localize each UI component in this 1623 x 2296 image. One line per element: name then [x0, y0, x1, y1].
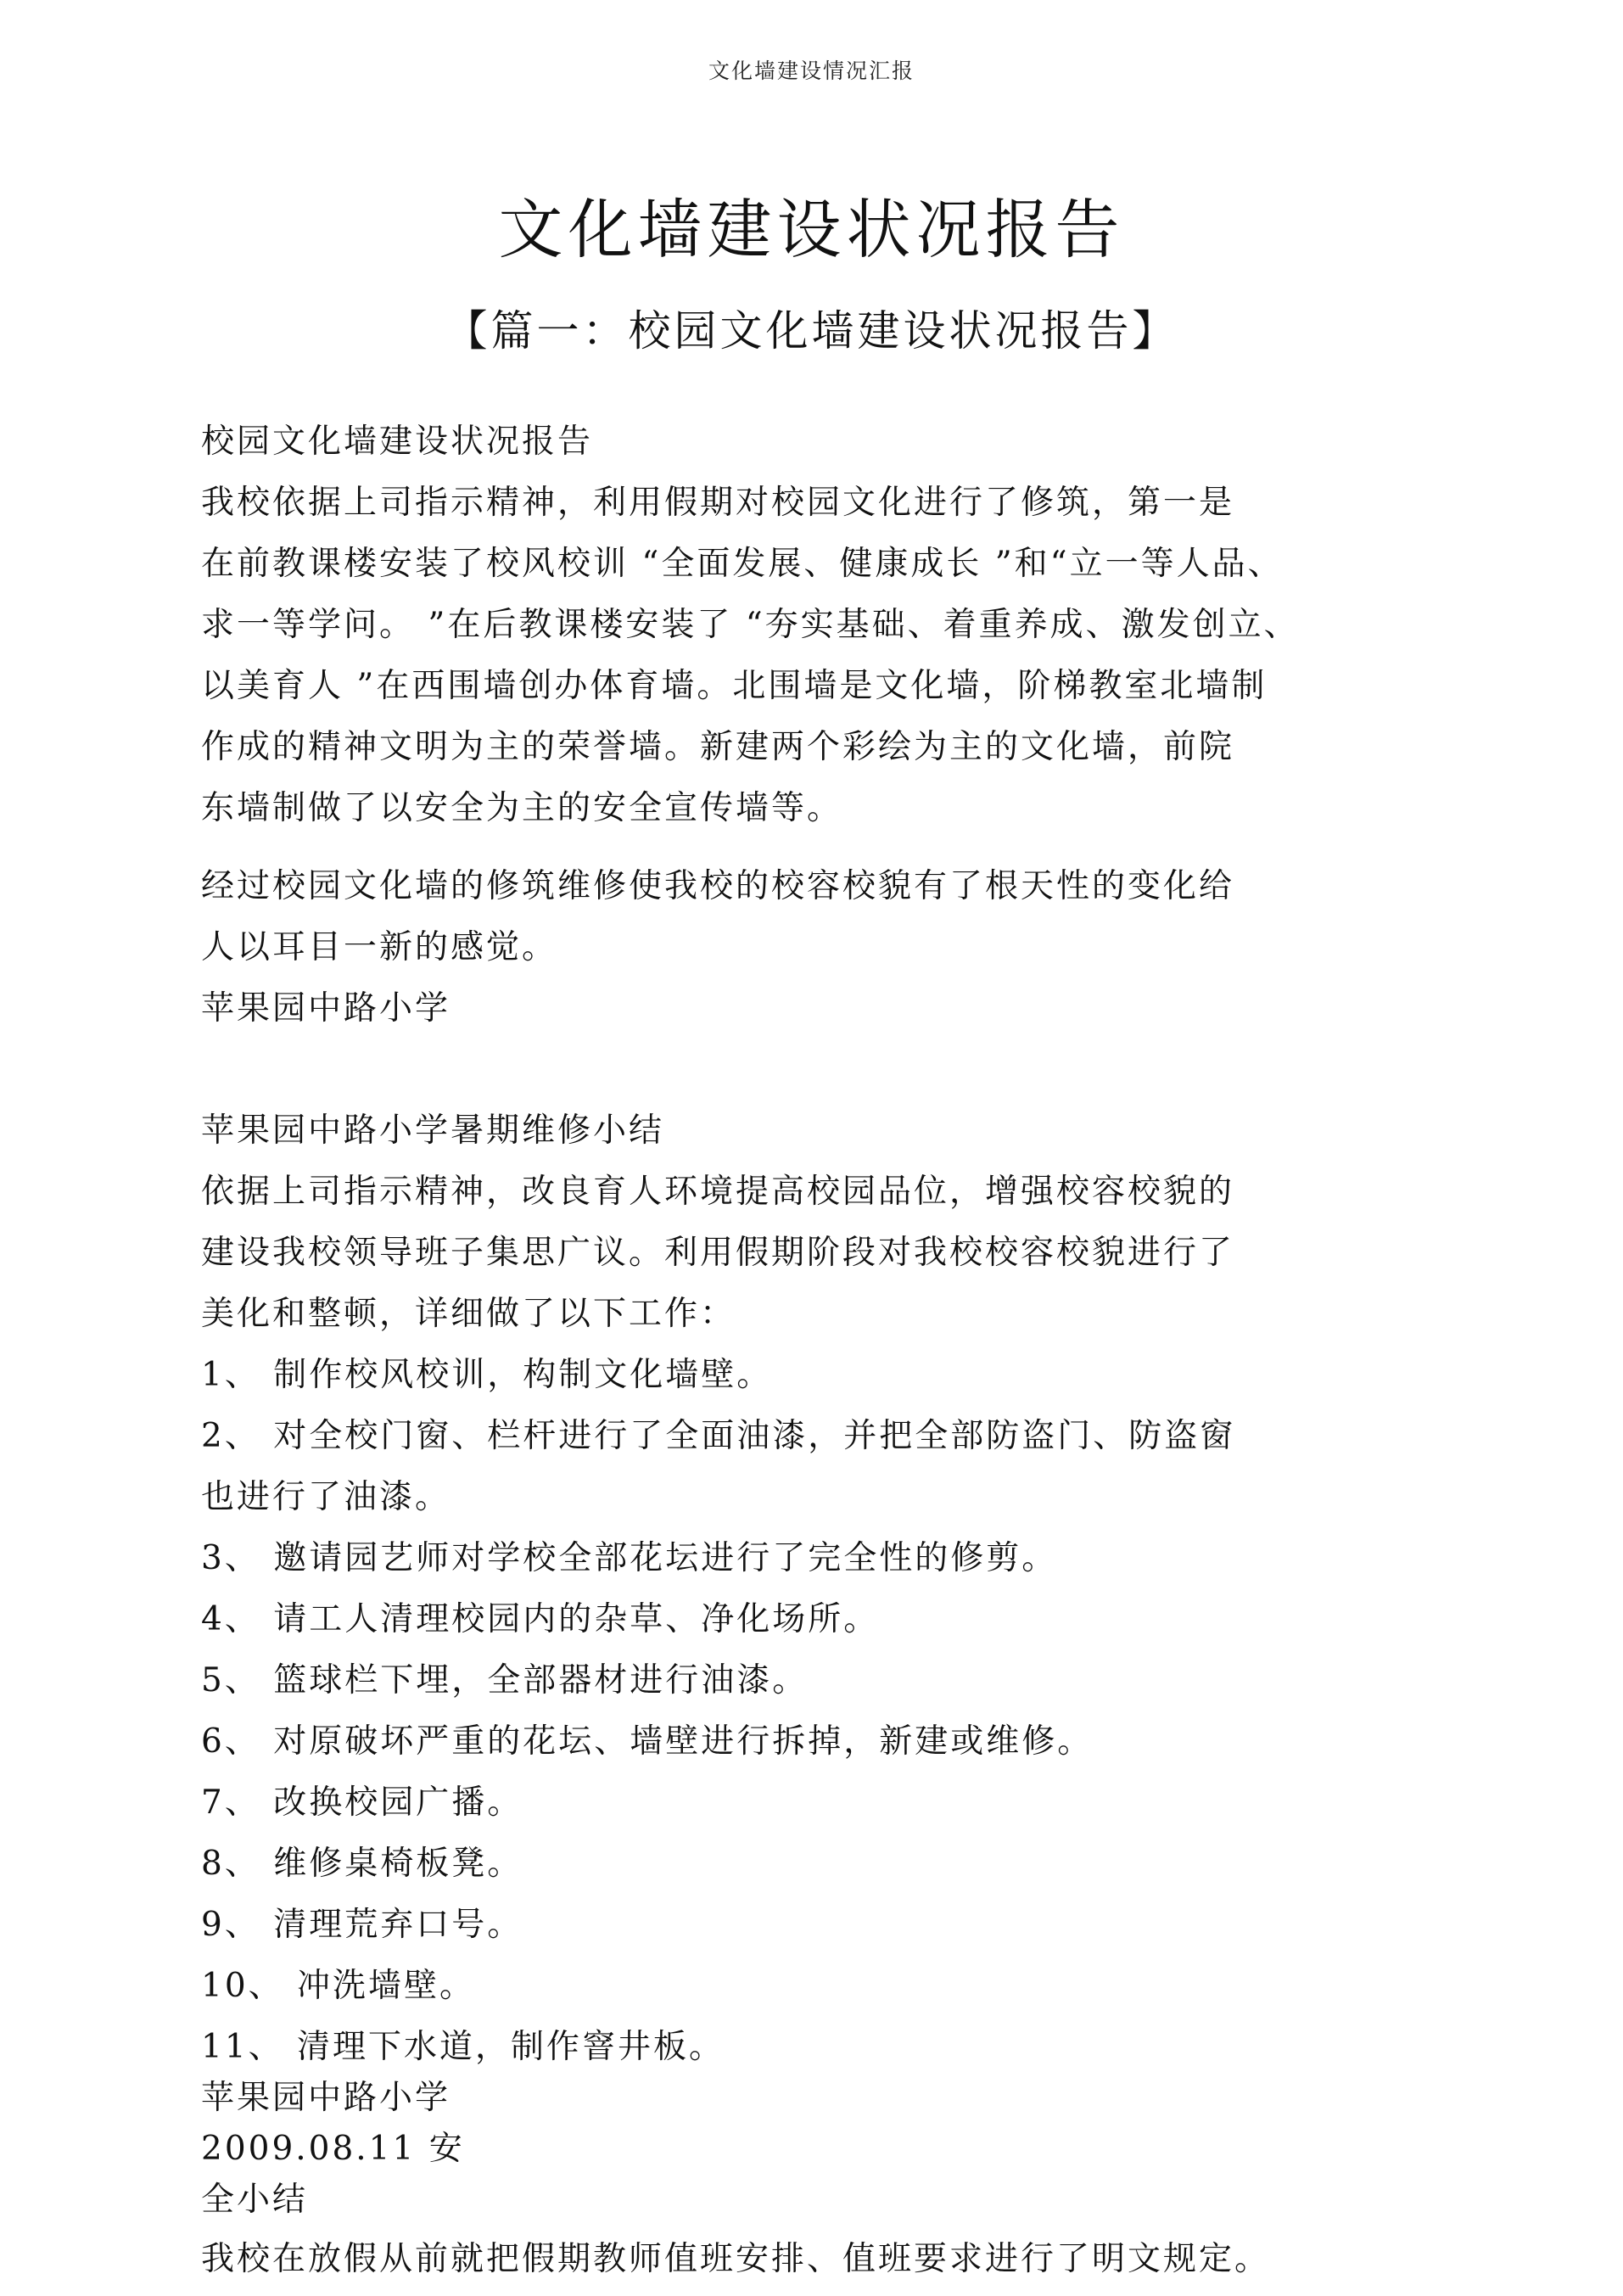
list-item: 2、 对全校门窗、栏杆进行了全面油漆，并把全部防盗门、防盗窗	[201, 1417, 1236, 1455]
list-item: 5、 篮球栏下埋，全部器材进行油漆。	[201, 1661, 809, 1700]
subheading-line: 全小结	[201, 2181, 309, 2219]
paragraph-line: 人以耳目一新的感觉。	[201, 928, 558, 966]
paragraph-line: 以美育人 ”在西围墙创办体育墙。北围墙是文化墙，阶梯教室北墙制	[201, 667, 1268, 705]
paragraph-line: 校园文化墙建设状况报告	[201, 423, 594, 461]
paragraph-line: 建设我校领导班子集思广议。利用假期阶段对我校校容校貌进行了	[201, 1234, 1235, 1272]
list-item: 1、 制作校风校训，构制文化墙壁。	[201, 1356, 773, 1394]
list-item: 7、 改换校园广播。	[201, 1784, 523, 1822]
signature-line: 苹果园中路小学	[201, 2079, 451, 2117]
list-item: 4、 请工人清理校园内的杂草、净化场所。	[201, 1600, 880, 1638]
section-title: 【篇一：校园文化墙建设状况报告】	[445, 306, 1178, 356]
paragraph-line: 我校在放假从前就把假期教师值班安排、值班要求进行了明文规定。	[201, 2240, 1271, 2278]
running-header: 文化墙建设情况汇报	[708, 59, 915, 83]
paragraph-line: 东墙制做了以安全为主的安全宣传墙等。	[201, 789, 843, 827]
list-item: 8、 维修桌椅板凳。	[201, 1845, 523, 1883]
paragraph-line: 依据上司指示精神，改良育人环境提高校园品位，增强校容校貌的	[201, 1173, 1235, 1211]
list-item: 11、 清理下水道，制作窨井板。	[201, 2028, 725, 2066]
paragraph-line: 我校依据上司指示精神，利用假期对校园文化进行了修筑，第一是	[201, 484, 1235, 522]
paragraph-line: 在前教课楼安装了校风校训 “全面发展、健康成长 ”和“立一等人品、	[201, 545, 1284, 583]
paragraph-line: 求一等学问。 ”在后教课楼安装了 “夯实基础、着重养成、激发创立、	[201, 606, 1300, 644]
list-item: 9、 清理荒弃口号。	[201, 1906, 523, 1944]
document-title: 文化墙建设状况报告	[498, 192, 1125, 267]
paragraph-line: 作成的精神文明为主的荣誉墙。新建两个彩绘为主的文化墙，前院	[201, 728, 1235, 766]
list-item-continuation: 也进行了油漆。	[201, 1478, 451, 1516]
paragraph-line: 美化和整顿，详细做了以下工作：	[201, 1295, 736, 1333]
paragraph-line: 经过校园文化墙的修筑维修使我校的校容校貌有了根天性的变化给	[201, 867, 1235, 905]
list-item: 10、 冲洗墙壁。	[201, 1967, 476, 2005]
list-item: 6、 对原破坏严重的花坛、墙壁进行拆掉，新建或维修。	[201, 1722, 1094, 1761]
list-item: 3、 邀请园艺师对学校全部花坛进行了完全性的修剪。	[201, 1539, 1058, 1577]
date-line: 2009.08.11 安	[201, 2130, 465, 2168]
signature-line: 苹果园中路小学	[201, 989, 451, 1028]
subheading-line: 苹果园中路小学暑期维修小结	[201, 1112, 665, 1150]
